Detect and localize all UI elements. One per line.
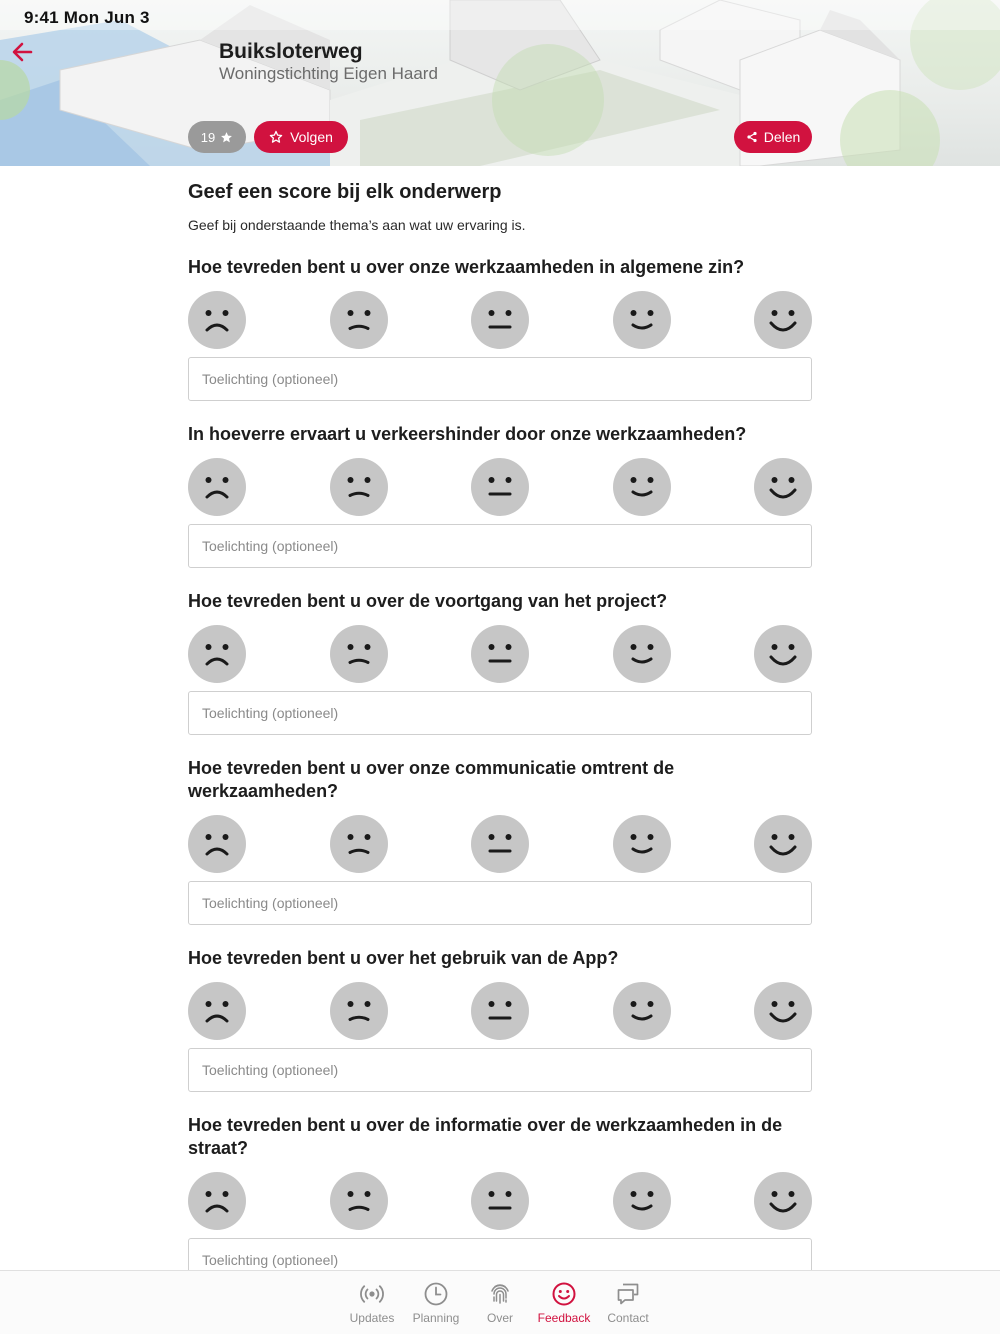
feedback-title: Geef een score bij elk onderwerp bbox=[188, 181, 502, 203]
sad-face-icon[interactable] bbox=[330, 982, 388, 1040]
very-sad-face-icon[interactable] bbox=[188, 458, 246, 516]
comment-input[interactable] bbox=[188, 357, 812, 401]
star-outline-icon bbox=[269, 130, 283, 144]
rating-scale bbox=[188, 982, 812, 1040]
clock-icon bbox=[423, 1281, 449, 1307]
status-bar-time: 9:41 Mon Jun 3 bbox=[24, 8, 150, 27]
back-arrow-icon bbox=[8, 36, 40, 68]
tab-label: Over bbox=[486, 1311, 513, 1325]
tab-label: Feedback bbox=[537, 1311, 591, 1325]
smile-face-icon[interactable] bbox=[613, 625, 671, 683]
tab-planning[interactable] bbox=[404, 1271, 468, 1334]
rating-scale bbox=[188, 458, 812, 516]
project-title: Buiksloterweg bbox=[219, 40, 363, 63]
comment-input[interactable] bbox=[188, 1048, 812, 1092]
smile-face-icon[interactable] bbox=[613, 815, 671, 873]
question-text: Hoe tevreden bent u over de voortgang van het project? bbox=[188, 591, 668, 611]
question-text: Hoe tevreden bent u over onze communicatie omtrent de werkzaamheden? bbox=[188, 758, 675, 801]
smile-face-icon[interactable] bbox=[613, 291, 671, 349]
question-block bbox=[188, 1114, 812, 1270]
happy-face-icon[interactable] bbox=[754, 982, 812, 1040]
question-block bbox=[188, 757, 812, 925]
question-text: In hoeverre ervaart u verkeershinder door onze werkzaamheden? bbox=[188, 424, 747, 444]
smiley-icon bbox=[551, 1281, 577, 1307]
neutral-face-icon[interactable] bbox=[471, 815, 529, 873]
share-icon bbox=[746, 131, 758, 143]
question-block bbox=[188, 947, 812, 1092]
happy-face-icon[interactable] bbox=[754, 625, 812, 683]
sad-face-icon[interactable] bbox=[330, 1172, 388, 1230]
follower-count: 19 bbox=[200, 129, 216, 145]
chat-icon bbox=[615, 1281, 641, 1307]
tab-updates[interactable] bbox=[340, 1271, 404, 1334]
broadcast-icon bbox=[359, 1281, 385, 1307]
smile-face-icon[interactable] bbox=[613, 982, 671, 1040]
sad-face-icon[interactable] bbox=[330, 291, 388, 349]
tab-over[interactable] bbox=[468, 1271, 532, 1334]
happy-face-icon[interactable] bbox=[754, 1172, 812, 1230]
tab-label: Planning bbox=[412, 1311, 460, 1325]
feedback-intro: Geef bij onderstaande thema’s aan wat uw ervaring is. bbox=[188, 217, 526, 233]
question-text: Hoe tevreden bent u over het gebruik van de App? bbox=[188, 948, 619, 968]
tab-bar bbox=[0, 1270, 1000, 1334]
happy-face-icon[interactable] bbox=[754, 458, 812, 516]
question-text: Hoe tevreden bent u over onze werkzaamheden in algemene zin? bbox=[188, 257, 745, 277]
question-block bbox=[188, 423, 812, 568]
neutral-face-icon[interactable] bbox=[471, 458, 529, 516]
tab-label: Contact bbox=[607, 1311, 649, 1325]
smile-face-icon[interactable] bbox=[613, 458, 671, 516]
comment-input[interactable] bbox=[188, 881, 812, 925]
very-sad-face-icon[interactable] bbox=[188, 1172, 246, 1230]
follower-count-badge bbox=[188, 121, 246, 153]
share-button[interactable] bbox=[734, 121, 812, 153]
comment-input[interactable] bbox=[188, 1238, 812, 1270]
header-background-illustration bbox=[0, 0, 1000, 166]
sad-face-icon[interactable] bbox=[330, 625, 388, 683]
comment-input[interactable] bbox=[188, 524, 812, 568]
tab-label: Updates bbox=[349, 1311, 395, 1325]
happy-face-icon[interactable] bbox=[754, 291, 812, 349]
sad-face-icon[interactable] bbox=[330, 815, 388, 873]
star-icon bbox=[220, 131, 233, 144]
fingerprint-icon bbox=[487, 1281, 513, 1307]
project-header bbox=[0, 0, 1000, 166]
sad-face-icon[interactable] bbox=[330, 458, 388, 516]
very-sad-face-icon[interactable] bbox=[188, 625, 246, 683]
neutral-face-icon[interactable] bbox=[471, 982, 529, 1040]
project-subtitle: Woningstichting Eigen Haard bbox=[219, 64, 438, 83]
tab-contact[interactable] bbox=[596, 1271, 660, 1334]
question-text: Hoe tevreden bent u over de informatie over de werkzaamheden in de straat? bbox=[188, 1115, 783, 1158]
very-sad-face-icon[interactable] bbox=[188, 291, 246, 349]
rating-scale bbox=[188, 625, 812, 683]
smile-face-icon[interactable] bbox=[613, 1172, 671, 1230]
feedback-form bbox=[188, 166, 812, 1270]
neutral-face-icon[interactable] bbox=[471, 291, 529, 349]
question-block bbox=[188, 256, 812, 401]
question-block bbox=[188, 590, 812, 735]
rating-scale bbox=[188, 291, 812, 349]
very-sad-face-icon[interactable] bbox=[188, 982, 246, 1040]
neutral-face-icon[interactable] bbox=[471, 625, 529, 683]
follow-button[interactable] bbox=[254, 121, 348, 153]
very-sad-face-icon[interactable] bbox=[188, 815, 246, 873]
tab-feedback[interactable] bbox=[532, 1271, 596, 1334]
neutral-face-icon[interactable] bbox=[471, 1172, 529, 1230]
share-button-label: Delen bbox=[763, 129, 801, 145]
rating-scale bbox=[188, 1172, 812, 1230]
happy-face-icon[interactable] bbox=[754, 815, 812, 873]
rating-scale bbox=[188, 815, 812, 873]
question-list bbox=[188, 256, 812, 1270]
follow-button-label: Volgen bbox=[290, 129, 333, 145]
comment-input[interactable] bbox=[188, 691, 812, 735]
back-button[interactable] bbox=[8, 36, 40, 68]
